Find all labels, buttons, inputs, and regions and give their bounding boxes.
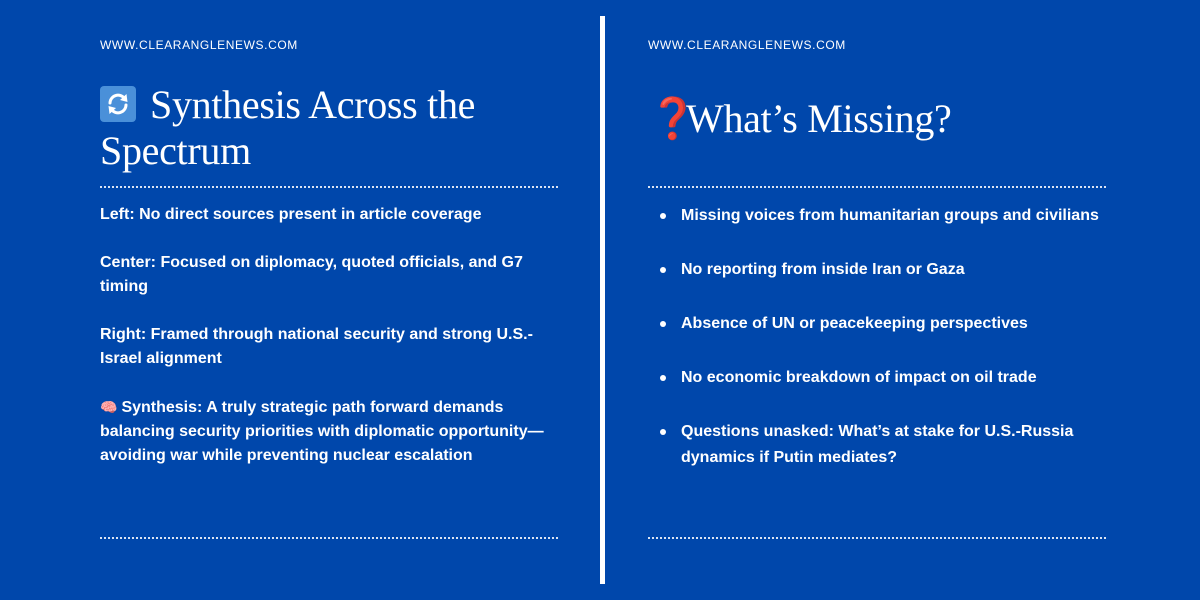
- spectrum-list: [100, 203, 560, 492]
- bullet-icon: [660, 267, 666, 273]
- bottom-dotted-divider: [648, 537, 1106, 539]
- synthesis-panel: [100, 0, 560, 600]
- list-item: Missing voices from humanitarian groups and civilians: [648, 203, 1108, 229]
- spectrum-item-center: Center: Focused on diplomacy, quoted officials, and G7 timing: [100, 254, 523, 295]
- missing-title-text: What’s Missing?: [686, 96, 952, 141]
- bullet-icon: [660, 321, 666, 327]
- missing-title: [648, 96, 1108, 142]
- spectrum-item-left: Left: No direct sources present in article coverage: [100, 206, 482, 223]
- top-dotted-divider: [648, 186, 1106, 188]
- bullet-icon: [660, 375, 666, 381]
- synthesis-title-text: Synthesis Across the Spectrum: [100, 82, 476, 173]
- top-dotted-divider: [100, 186, 558, 188]
- list-item: No economic breakdown of impact on oil trade: [648, 365, 1108, 391]
- bullet-icon: [660, 213, 666, 219]
- bullet-icon: [660, 429, 666, 435]
- synthesis-title: [100, 82, 560, 174]
- site-url: WWW.CLEARANGLENEWS.COM: [100, 38, 298, 52]
- missing-panel: [648, 0, 1108, 600]
- brain-icon: 🧠: [100, 399, 118, 415]
- center-divider: [600, 16, 605, 584]
- site-url: WWW.CLEARANGLENEWS.COM: [648, 38, 846, 52]
- question-mark-icon: ❓: [648, 97, 698, 141]
- refresh-icon: [100, 86, 136, 122]
- spectrum-item-synthesis: [100, 395, 560, 468]
- list-item: Questions unasked: What’s at stake for U.S.-Russia dynamics if Putin mediates?: [648, 419, 1108, 471]
- list-item: Absence of UN or peacekeeping perspectives: [648, 311, 1108, 337]
- list-item: No reporting from inside Iran or Gaza: [648, 257, 1108, 283]
- spectrum-item-right: Right: Framed through national security and strong U.S.-Israel alignment: [100, 326, 533, 367]
- synthesis-text: Synthesis: A truly strategic path forward demands balancing security priorities with diplomatic opportunity—avoiding war while preventing nuclear escalation: [100, 399, 544, 464]
- bottom-dotted-divider: [100, 537, 558, 539]
- missing-list: [648, 203, 1108, 499]
